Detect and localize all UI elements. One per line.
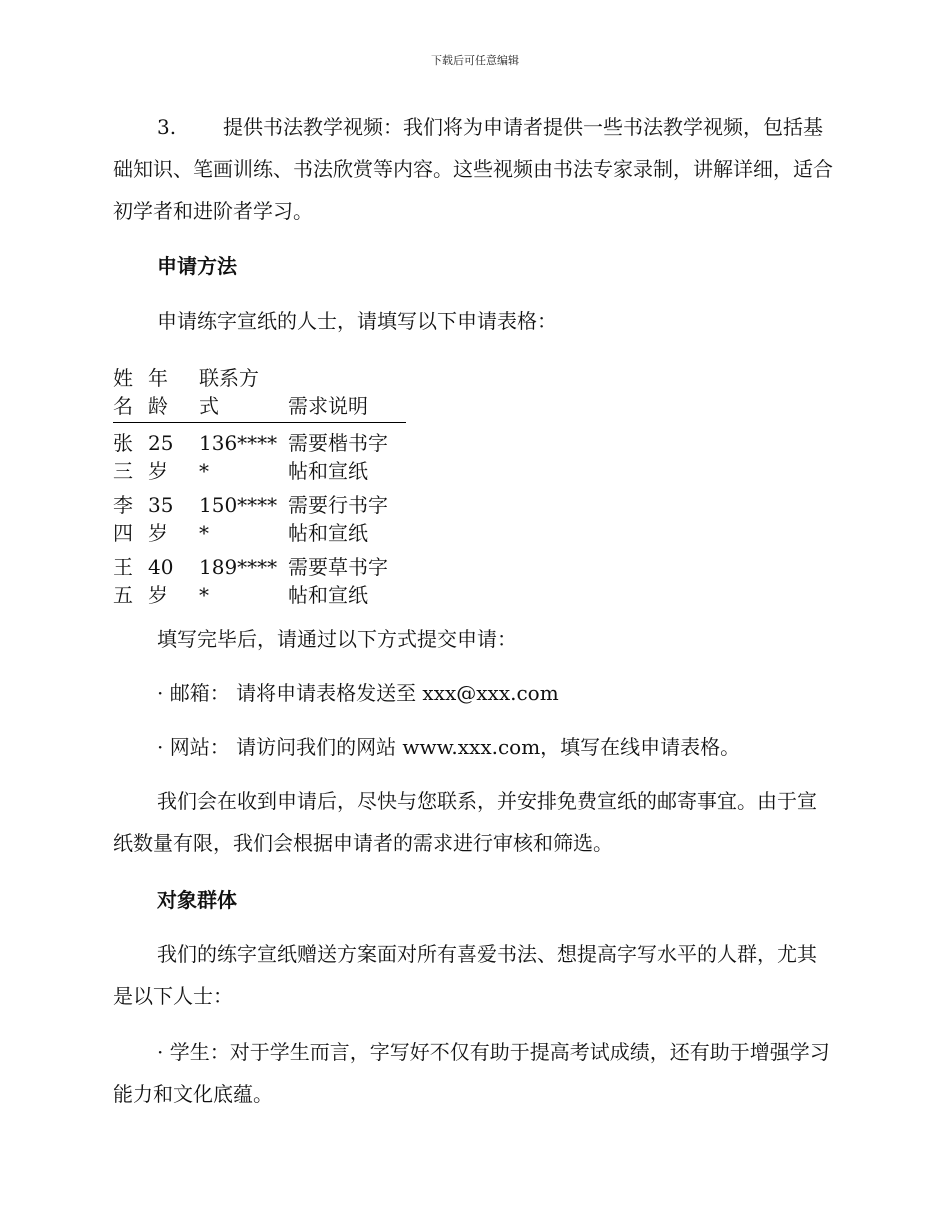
apply-closing-paragraph: 我们会在收到申请后，尽快与您联系，并安排免费宣纸的邮寄事宜。由于宣纸数量有限，我们会根据申请者的需求进行审核和筛选。: [113, 789, 817, 855]
section-heading-apply: 申请方法: [157, 254, 237, 278]
table-header-row: [113, 364, 406, 423]
cell-name: 李 四: [113, 493, 133, 545]
header-age: 年 龄: [148, 366, 168, 418]
cell-name: 王 五: [113, 555, 133, 607]
audience-intro: 我们的练字宣纸赠送方案面对所有喜爱书法、想提高字写水平的人群，尤其是以下人士：: [113, 942, 817, 1008]
apply-intro: 申请练字宣纸的人士，请填写以下申请表格：: [157, 309, 557, 333]
submit-intro: 填写完毕后，请通过以下方式提交申请：: [157, 627, 517, 651]
table-row: [113, 547, 406, 609]
header-contact: 联系方 式: [199, 366, 259, 418]
page-header: 下载后可任意编辑: [431, 54, 519, 67]
cell-age: 40 岁: [148, 555, 174, 607]
table-row: [113, 423, 406, 486]
cell-contact: 150**** *: [199, 493, 278, 545]
submit-email-item: · 邮箱： 请将申请表格发送至 xxx@xxx.com: [157, 681, 559, 705]
audience-student-item: · 学生：对于学生而言，字写好不仅有助于提高考试成绩，还有助于增强学习能力和文化底蕴。: [113, 1040, 830, 1106]
header-needs: 需求说明: [288, 394, 368, 418]
cell-name: 张 三: [113, 431, 133, 483]
item-number: 3.: [157, 115, 177, 139]
item-3-text: 提供书法教学视频：我们将为申请者提供一些书法教学视频，包括基础知识、笔画训练、书法欣赏等内容。这些视频由书法专家录制，讲解详细，适合初学者和进阶者学习。: [113, 115, 833, 223]
section-heading-audience: 对象群体: [157, 888, 237, 912]
item-3-paragraph: [113, 106, 833, 232]
cell-needs: 需要楷书字 帖和宣纸: [288, 431, 388, 483]
application-table: [113, 364, 406, 609]
cell-contact: 136**** *: [199, 431, 278, 483]
cell-needs: 需要行书字 帖和宣纸: [288, 493, 388, 545]
cell-age: 35 岁: [148, 493, 174, 545]
header-name: 姓 名: [113, 366, 133, 418]
cell-needs: 需要草书字 帖和宣纸: [288, 555, 388, 607]
table-row: [113, 485, 406, 547]
cell-contact: 189**** *: [199, 555, 278, 607]
cell-age: 25 岁: [148, 431, 174, 483]
submit-website-item: · 网站： 请访问我们的网站 www.xxx.com，填写在线申请表格。: [157, 735, 741, 759]
